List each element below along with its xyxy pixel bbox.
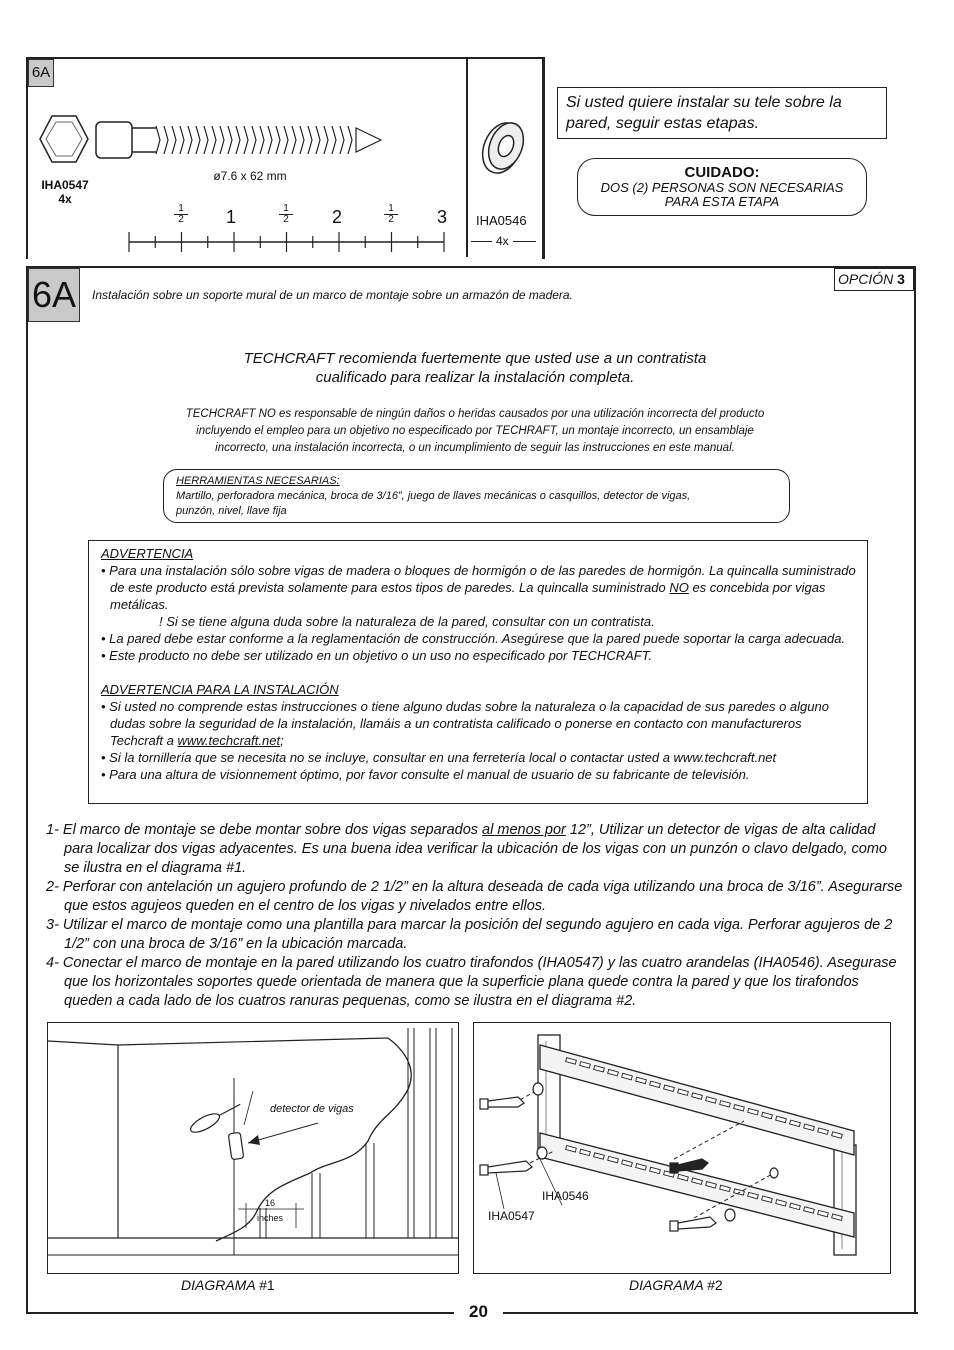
warning-bullet-3: • Este producto no debe ser utilizado en un objetivo o un uso no especificado por TECHCRAFT.: [101, 648, 653, 663]
warning-bullet-2: • La pared debe estar conforme a la reglamentación de construcción. Asegúrese que la pared puede soportar la carga adecuada.: [101, 631, 846, 646]
section-tag: 6A: [28, 268, 80, 322]
tools-line-1: Martillo, perforadora mecánica, broca de 3/16”, juego de llaves mecánicas o casquillos, detector de vigas,: [176, 490, 691, 502]
screw-qty: 4x: [58, 192, 72, 206]
page-number: 20: [469, 1302, 488, 1321]
washer-label: IHA0546: [542, 1189, 589, 1203]
mount-frame-illustration: [474, 1023, 890, 1273]
ruler-label-3: 3: [437, 207, 448, 227]
step-3: 3- Utilizar el marco de montaje como una plantilla para marcar la posición del segundo agujero en cada viga. Perforar agujeros de 2 1/2” con una broca de 3/16” en la ubicación marcada.: [46, 917, 893, 952]
caution-line-1: DOS (2) PERSONAS SON NECESARIAS: [600, 180, 844, 195]
detector-label: detector de vigas: [270, 1103, 354, 1115]
install-warning-title: ADVERTENCIA PARA LA INSTALACIÓN: [101, 682, 339, 697]
install-bullet-1: • Si usted no comprende estas instrucciones o tiene alguno dudas sobre la naturaleza o la capacidad de sus paredes o alguno dudas sobre la seguridad de la instalación, llamáis a un contratista calificado o ponerse en contacto con manufactureros Techcraft a www.techcraft.net;: [101, 699, 829, 748]
ruler-half-3: 1 2: [384, 204, 398, 225]
warning-box: [88, 540, 868, 804]
install-bullet-2: • Si la tornillería que se necesita no se incluye, consultar en una ferretería local o contactar usted a www.techcraft.net: [101, 750, 777, 765]
tools-line-2: punzón, nivel, llave fija: [176, 505, 287, 517]
step-1: 1- El marco de montaje se debe montar sobre dos vigas separados al menos por 12”, Utilizar un detector de vigas de alta calidad para localizar dos vigas adyacentes. Es una buena idea verificar la ubicación de los vigas con un punzón o clavo delgado, como se ilustra en el diagrama #1.: [46, 822, 887, 876]
techcraft-link[interactable]: www.techcraft.net: [177, 733, 281, 748]
ruler: [120, 230, 450, 252]
stud-spacing: 16 inches: [256, 1198, 283, 1223]
install-bullet-3: • Para una altura de visionnement óptimo, por favor consulte el manual de usuario de su fabricante de televisión.: [101, 767, 750, 782]
hardware-tag: 6A: [28, 59, 54, 87]
hardware-divider: [466, 57, 468, 257]
diagram-1-label: DIAGRAMA #1: [181, 1277, 275, 1293]
caution-line-2: PARA ESTA ETAPA: [664, 194, 780, 209]
warning-bullet-1: • Para una instalación sólo sobre vigas de madera o bloques de hormigón o de las paredes de hormigón. La quincalla suministrado de este producto está prevista solamente para estos tipos de paredes. La quincalla suministrado NO es concebida por vigas metálicas.: [101, 563, 856, 612]
steps-list: [46, 821, 906, 1011]
step-2: 2- Perforar con antelación un agujero profundo de 2 1/2” en la altura deseada de cada viga utilizando una broca de 3/16”. Asegurarse que estos agujeos queden en el centro de los vigas y nivelados entre ellos.: [46, 879, 903, 914]
warning-note: ! Si se tiene alguna duda sobre la naturaleza de la pared, consultar con un contratista.: [159, 614, 655, 629]
disclaimer: TECHCRAFT NO es responsable de ningún daños o heridas causados por una utilización incorrecta del producto incluyendo el empleo para un objetivo no especificado por TECHRAFT, un montaje incorrecto, un ensamblaje incorrecto, una instalación incorrecta, o un incumplimiento de seguir las instrucciones en este manual.: [185, 408, 765, 454]
washer-qty: 4x: [492, 234, 513, 248]
diagram-1: [47, 1022, 459, 1274]
step-4: 4- Conectar el marco de montaje en la pared utilizando los cuatro tirafondos (IHA0547) y las cuatro arandelas (IHA0546). Asegurase que los horizontales soportes quede orientada de manera que la superficie plana quede contra la pared y que los tirafondos queden a cada lado de los cuatros ranuras pequenas, como se ilustra en el diagrama #2.: [46, 955, 897, 1009]
intro-note: Si usted quiere instalar su tele sobre la pared, seguir estas etapas.: [557, 87, 887, 139]
diagram-2-label: DIAGRAMA #2: [629, 1277, 723, 1293]
caution-title: CUIDADO:: [684, 164, 760, 181]
stud-finder-illustration: [48, 1023, 458, 1273]
footer-rule-left: [26, 1312, 454, 1314]
screw-size: ø7.6 x 62 mm: [213, 169, 287, 183]
screw-label: IHA0547: [488, 1209, 535, 1223]
washer-icon: [478, 118, 528, 178]
ruler-half-2: 1 2: [279, 204, 293, 225]
footer-rule-right: [503, 1312, 918, 1314]
section-subtitle: Instalación sobre un soporte mural de un marco de montaje sobre un armazón de madera.: [92, 288, 573, 302]
screw-id: IHA0547: [41, 178, 89, 192]
ruler-label-1: 1: [226, 207, 237, 227]
ruler-half-1: 1 2: [174, 204, 188, 225]
ruler-label-2: 2: [332, 207, 343, 227]
washer-id: IHA0546: [476, 213, 527, 228]
lag-screw-icon: [36, 108, 386, 170]
caution-box: [577, 158, 867, 216]
tools-title: HERRAMIENTAS NECESARIAS:: [176, 475, 340, 487]
recommendation: TECHCRAFT recomienda fuertemente que usted use a un contratista cualificado para realizar la instalación completa.: [243, 350, 707, 386]
option-badge: [834, 268, 914, 291]
tools-box: [163, 469, 790, 523]
diagram-2: [473, 1022, 891, 1274]
option-label: OPCIÓN: [838, 271, 894, 287]
warning-title: ADVERTENCIA: [101, 546, 194, 561]
option-number: 3: [897, 271, 905, 287]
